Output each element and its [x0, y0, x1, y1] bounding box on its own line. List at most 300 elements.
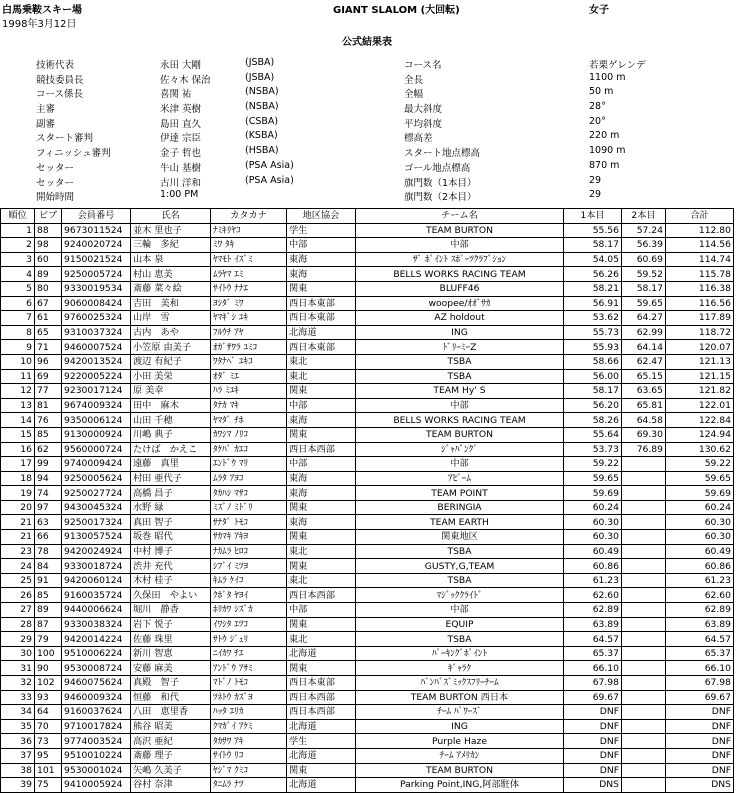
table-row — [1, 719, 734, 734]
official-role: 主審 — [36, 104, 56, 116]
course-label: 全幅 — [404, 89, 424, 101]
table-cell: 関東 — [287, 281, 356, 296]
table-cell: ﾊﾟｰｷﾝｸﾞﾎﾟｲﾝﾄ — [356, 646, 564, 661]
table-row — [1, 661, 734, 676]
table-cell — [622, 778, 666, 793]
table-cell: 9510006224 — [62, 646, 131, 661]
table-cell: 54.05 — [564, 252, 622, 267]
table-cell: ﾐｽﾞﾉ ﾐﾄﾞﾘ — [211, 500, 287, 515]
table-cell: 西日本西部 — [287, 690, 356, 705]
table-cell: TSBA — [356, 354, 564, 369]
table-cell — [622, 676, 666, 691]
course-value: 29 — [589, 189, 602, 201]
course-label: 全長 — [404, 74, 424, 86]
table-cell: 62.99 — [622, 325, 666, 340]
table-cell: 6 — [1, 296, 35, 311]
table-cell: 89 — [35, 267, 62, 282]
category-label: 女子 — [589, 5, 609, 16]
table-cell: 東北 — [287, 354, 356, 369]
table-row — [1, 398, 734, 413]
table-cell: 56.20 — [564, 398, 622, 413]
table-cell — [622, 617, 666, 632]
table-cell: 14 — [1, 413, 35, 428]
table-cell: 118.72 — [666, 325, 734, 340]
course-value: 29 — [589, 174, 602, 186]
table-cell: 102 — [35, 676, 62, 691]
table-cell: 76.89 — [622, 442, 666, 457]
table-cell: 並木 里也子 — [131, 223, 211, 238]
table-cell: ﾜﾀﾅﾍﾞ ﾕｷｺ — [211, 354, 287, 369]
table-cell — [622, 734, 666, 749]
official-role: コース係長 — [36, 89, 84, 101]
table-cell: BELLS WORKS RACING TEAM — [356, 267, 564, 282]
table-cell: 23 — [1, 544, 35, 559]
table-cell: 39 — [1, 778, 35, 793]
table-row — [1, 588, 734, 603]
table-cell: 中部 — [356, 398, 564, 413]
table-cell: 59.22 — [564, 457, 622, 472]
table-cell: ｷﾞｬﾗｸ — [356, 661, 564, 676]
table-cell: 24 — [1, 559, 35, 574]
table-cell: ﾀﾅｶ ﾏｷ — [211, 398, 287, 413]
table-body — [1, 223, 734, 792]
course-label: 標高差 — [404, 133, 433, 145]
column-header: 地区協会 — [287, 209, 356, 224]
table-cell: 75 — [35, 778, 62, 793]
table-cell: 60.86 — [564, 559, 622, 574]
results-table-container — [0, 208, 737, 793]
table-cell: 東北 — [287, 369, 356, 384]
table-row — [1, 646, 734, 661]
table-cell: 9220005224 — [62, 369, 131, 384]
table-cell: ｱﾋﾞｰﾑ — [356, 471, 564, 486]
table-row — [1, 632, 734, 647]
table-cell: 西日本東部 — [287, 296, 356, 311]
table-cell: 9160037624 — [62, 705, 131, 720]
table-cell: ﾑﾗﾀ ｱﾖｺ — [211, 471, 287, 486]
table-cell: 58.17 — [622, 281, 666, 296]
table-cell: 渡辺 有紀子 — [131, 354, 211, 369]
table-cell: 31 — [1, 661, 35, 676]
table-cell: 10 — [1, 354, 35, 369]
table-cell: 56.26 — [564, 267, 622, 282]
table-cell: 63.89 — [564, 617, 622, 632]
table-cell: 62.89 — [666, 603, 734, 618]
info-row — [0, 116, 737, 131]
table-row — [1, 325, 734, 340]
table-cell: DNF — [666, 748, 734, 763]
table-cell: 36 — [1, 734, 35, 749]
table-cell: 中部 — [287, 398, 356, 413]
table-cell: 9410005924 — [62, 778, 131, 793]
table-cell: 27 — [1, 603, 35, 618]
official-name: 金子 哲也 — [160, 148, 202, 160]
table-cell: 真殿 智子 — [131, 676, 211, 691]
table-cell: ｲﾜｼﾀ ｴﾂｺ — [211, 617, 287, 632]
table-cell: 65.15 — [622, 369, 666, 384]
table-row — [1, 676, 734, 691]
table-cell: 17 — [1, 457, 35, 472]
table-cell: ﾑﾗﾔﾏ ｴﾐ — [211, 267, 287, 282]
table-cell: 70 — [35, 719, 62, 734]
table-row — [1, 500, 734, 515]
table-cell: DNS — [666, 778, 734, 793]
table-cell: ｴﾝﾄﾞｳ ﾏﾘ — [211, 457, 287, 472]
table-cell: 9460075624 — [62, 676, 131, 691]
official-org: (NSBA) — [245, 101, 279, 113]
table-cell: ﾂﾈﾄｳ ｶｽﾞﾖ — [211, 690, 287, 705]
table-cell: 熊谷 昭美 — [131, 719, 211, 734]
table-cell: 60.24 — [666, 500, 734, 515]
table-cell: 学生 — [287, 223, 356, 238]
table-cell: AZ holdout — [356, 311, 564, 326]
table-cell: DNF — [564, 719, 622, 734]
table-cell: 64.27 — [622, 311, 666, 326]
table-cell: TEAM Hy' S — [356, 384, 564, 399]
table-cell: 関東 — [287, 661, 356, 676]
table-cell: 79 — [35, 632, 62, 647]
table-cell: 遠藤 真里 — [131, 457, 211, 472]
official-org: (PSA Asia) — [245, 159, 294, 171]
table-cell: 北海道 — [287, 748, 356, 763]
table-cell: 63 — [35, 515, 62, 530]
table-cell: 100 — [35, 646, 62, 661]
table-row — [1, 573, 734, 588]
table-cell: ﾊﾞﾝﾊﾞｽﾞﾐｯｸｽﾌﾘｰﾁｰﾑ — [356, 676, 564, 691]
table-cell: 東海 — [287, 486, 356, 501]
table-cell: ｵｶﾞｻﾜﾗ ﾕﾐｺ — [211, 340, 287, 355]
table-cell: 19 — [1, 486, 35, 501]
table-cell: 60.69 — [622, 252, 666, 267]
table-cell: 130.62 — [666, 442, 734, 457]
table-cell: 西日本西部 — [287, 442, 356, 457]
info-row — [0, 86, 737, 101]
table-cell: 59.52 — [622, 267, 666, 282]
column-header: 順位 — [1, 209, 35, 224]
course-label: 旗門数（1本目） — [404, 177, 477, 189]
table-cell: 山岸 雪 — [131, 311, 211, 326]
table-cell: 120.07 — [666, 340, 734, 355]
table-cell: 29 — [1, 632, 35, 647]
table-cell: 13 — [1, 398, 35, 413]
course-label: ゴール地点標高 — [404, 162, 471, 174]
table-row — [1, 223, 734, 238]
table-cell: 渋井 充代 — [131, 559, 211, 574]
table-cell: 60.49 — [564, 544, 622, 559]
table-cell: 9560000724 — [62, 442, 131, 457]
table-cell: 89 — [35, 603, 62, 618]
table-cell: 9420013524 — [62, 354, 131, 369]
official-role: フィニッシュ審判 — [36, 148, 111, 160]
table-cell: ING — [356, 325, 564, 340]
table-cell: 9130000924 — [62, 427, 131, 442]
table-cell: ｶﾜｼﾏ ﾉﾘｺ — [211, 427, 287, 442]
table-cell: 9420014224 — [62, 632, 131, 647]
table-row — [1, 252, 734, 267]
info-row — [0, 101, 737, 116]
table-cell: 関東 — [287, 384, 356, 399]
table-cell — [622, 661, 666, 676]
table-cell: 63.65 — [622, 384, 666, 399]
table-cell: 東海 — [287, 413, 356, 428]
table-cell: 18 — [1, 471, 35, 486]
table-cell: 64.57 — [666, 632, 734, 647]
table-cell — [622, 457, 666, 472]
table-row — [1, 369, 734, 384]
official-name: 永田 大剛 — [160, 60, 202, 71]
table-cell — [622, 690, 666, 705]
table-row — [1, 267, 734, 282]
table-cell: 東北 — [287, 632, 356, 647]
table-cell: 9440006624 — [62, 603, 131, 618]
official-name: 1:00 PM — [160, 189, 199, 201]
table-cell — [622, 559, 666, 574]
table-cell: 101 — [35, 763, 62, 778]
column-header: チーム名 — [356, 209, 564, 224]
table-cell: 67.98 — [564, 676, 622, 691]
table-cell: 65 — [35, 325, 62, 340]
table-row — [1, 559, 734, 574]
course-label: スタート地点標高 — [404, 148, 481, 160]
course-label: 旗門数（2本目） — [404, 192, 477, 204]
table-cell: 64.58 — [622, 413, 666, 428]
table-cell: 村田 亜代子 — [131, 471, 211, 486]
table-cell: TSBA — [356, 369, 564, 384]
table-cell: 58.26 — [564, 413, 622, 428]
table-cell: 水野 緑 — [131, 500, 211, 515]
table-cell: 川嶋 典子 — [131, 427, 211, 442]
table-cell — [622, 632, 666, 647]
table-cell: 121.82 — [666, 384, 734, 399]
table-cell: 78 — [35, 544, 62, 559]
table-cell: ﾊｯﾀ ｴﾘｶ — [211, 705, 287, 720]
table-cell: 1 — [1, 223, 35, 238]
course-value: 若栗ゲレンデ — [589, 60, 646, 71]
table-cell: TEAM BURTON 西日本 — [356, 690, 564, 705]
table-cell: 中村 博子 — [131, 544, 211, 559]
table-cell: ﾔﾏﾀﾞ ﾁﾎ — [211, 413, 287, 428]
table-row — [1, 442, 734, 457]
table-cell: 122.84 — [666, 413, 734, 428]
table-row — [1, 413, 734, 428]
table-cell: 76 — [35, 413, 62, 428]
table-cell: 東北 — [287, 544, 356, 559]
column-header: 2本目 — [622, 209, 666, 224]
table-cell: 55.56 — [564, 223, 622, 238]
table-cell: 56.91 — [564, 296, 622, 311]
info-row — [0, 130, 737, 145]
table-cell: 60 — [35, 252, 62, 267]
table-cell: ﾏｼﾞｯｸｸﾗｲﾄﾞ — [356, 588, 564, 603]
table-cell: 中部 — [287, 603, 356, 618]
table-cell: TSBA — [356, 544, 564, 559]
table-cell: TEAM EARTH — [356, 515, 564, 530]
table-cell: 矢嶋 久美子 — [131, 763, 211, 778]
table-cell: ﾔｼﾞﾏ ｸﾐｺ — [211, 763, 287, 778]
table-cell: 59.69 — [564, 486, 622, 501]
table-cell: 北海道 — [287, 646, 356, 661]
table-cell: 53.62 — [564, 311, 622, 326]
table-cell: 9060008424 — [62, 296, 131, 311]
table-cell: ﾀﾆﾑﾗ ﾅﾂ — [211, 778, 287, 793]
table-cell: 東海 — [287, 267, 356, 282]
table-cell: 20 — [1, 500, 35, 515]
table-cell: ﾆｲｶﾜ ﾁｴ — [211, 646, 287, 661]
table-cell — [622, 646, 666, 661]
table-cell: 73 — [35, 734, 62, 749]
table-cell: 9160035724 — [62, 588, 131, 603]
table-cell: 9150021524 — [62, 252, 131, 267]
official-org: (CSBA) — [245, 115, 279, 127]
table-cell: ｸﾎﾞﾀ ﾔﾖｲ — [211, 588, 287, 603]
table-row — [1, 457, 734, 472]
table-cell: 中部 — [287, 238, 356, 253]
table-cell: 谷村 奈津 — [131, 778, 211, 793]
table-cell: DNF — [666, 734, 734, 749]
table-cell: ﾀｶｻﾜ ｱｷ — [211, 734, 287, 749]
table-cell: ﾔﾏﾓﾄ ｲｽﾞﾐ — [211, 252, 287, 267]
table-row — [1, 617, 734, 632]
table-cell: 115.78 — [666, 267, 734, 282]
table-cell — [622, 544, 666, 559]
official-role: 競技委員長 — [36, 74, 84, 86]
table-row — [1, 778, 734, 793]
table-cell: 62.60 — [666, 588, 734, 603]
table-cell: 98 — [35, 238, 62, 253]
table-cell: 9350006124 — [62, 413, 131, 428]
course-label: コース名 — [404, 60, 442, 71]
table-cell: 21 — [1, 530, 35, 545]
table-cell: 121.13 — [666, 354, 734, 369]
table-cell: ｻﾅﾀﾞ ﾄﾓｺ — [211, 515, 287, 530]
table-cell: たけば かえこ — [131, 442, 211, 457]
table-cell: 85 — [35, 427, 62, 442]
table-cell: 9420024924 — [62, 544, 131, 559]
table-cell: 9250005724 — [62, 267, 131, 282]
table-cell: 岩下 悦子 — [131, 617, 211, 632]
table-cell: 35 — [1, 719, 35, 734]
table-cell: 中部 — [356, 238, 564, 253]
table-row — [1, 515, 734, 530]
table-cell: 村山 恵美 — [131, 267, 211, 282]
table-cell: 63.89 — [666, 617, 734, 632]
table-cell: 安藤 麻美 — [131, 661, 211, 676]
table-cell: 91 — [35, 573, 62, 588]
table-cell: 60.30 — [564, 530, 622, 545]
official-name: 喜関 祐 — [160, 89, 192, 101]
official-org: (JSBA) — [245, 57, 275, 68]
table-cell: 9774003524 — [62, 734, 131, 749]
table-cell: 62 — [35, 442, 62, 457]
course-value: 870 m — [589, 159, 620, 171]
table-cell: ｼﾌﾞｲ ﾐﾂﾖ — [211, 559, 287, 574]
table-cell: 65.37 — [666, 646, 734, 661]
info-row — [0, 160, 737, 175]
table-cell: BLUFF46 — [356, 281, 564, 296]
table-cell: 9310037324 — [62, 325, 131, 340]
table-cell — [622, 486, 666, 501]
course-label: 平均斜度 — [404, 118, 443, 130]
table-cell: ﾖｼﾀﾞ ﾐﾜ — [211, 296, 287, 311]
table-cell: ﾁｰﾑ ｱﾒﾘｶﾝ — [356, 748, 564, 763]
table-cell: 9674009324 — [62, 398, 131, 413]
table-cell: 12 — [1, 384, 35, 399]
table-cell: 9530008724 — [62, 661, 131, 676]
table-cell: ｻｶﾏｷ ｱｷﾖ — [211, 530, 287, 545]
table-cell: 中部 — [356, 457, 564, 472]
table-cell: 9510010224 — [62, 748, 131, 763]
table-cell: 87 — [35, 617, 62, 632]
table-cell: ｵﾀﾞ ﾐｴ — [211, 369, 287, 384]
table-cell: ﾄﾞﾘｰﾐｰZ — [356, 340, 564, 355]
table-cell — [622, 705, 666, 720]
venue-name: 白馬乗鞍スキー場 — [2, 5, 82, 16]
table-cell: 65.37 — [564, 646, 622, 661]
info-row — [0, 145, 737, 160]
table-cell: 84 — [35, 559, 62, 574]
table-cell: 61.23 — [564, 573, 622, 588]
table-cell: 60.30 — [564, 515, 622, 530]
official-role: 開始時間 — [36, 192, 75, 204]
table-cell: 62.60 — [564, 588, 622, 603]
table-cell: 5 — [1, 281, 35, 296]
table-cell: 9530001024 — [62, 763, 131, 778]
table-cell: 90 — [35, 661, 62, 676]
table-cell: 56.39 — [622, 238, 666, 253]
table-row — [1, 384, 734, 399]
table-row — [1, 296, 734, 311]
table-cell: 59.65 — [666, 471, 734, 486]
table-cell: ﾀｹﾊﾞ ｶｴｺ — [211, 442, 287, 457]
table-cell: 28 — [1, 617, 35, 632]
table-cell: woopee/ｵｵﾞｻｶ — [356, 296, 564, 311]
table-cell: 55.64 — [564, 427, 622, 442]
course-label: 最大斜度 — [404, 104, 443, 116]
table-cell: 80 — [35, 281, 62, 296]
table-cell: 三輪 多紀 — [131, 238, 211, 253]
table-cell: TEAM BURTON — [356, 763, 564, 778]
table-cell: 121.15 — [666, 369, 734, 384]
table-cell — [622, 530, 666, 545]
table-cell: 32 — [1, 676, 35, 691]
table-cell: 久保田 やよい — [131, 588, 211, 603]
table-cell: 30 — [1, 646, 35, 661]
table-cell: 67.98 — [666, 676, 734, 691]
table-cell — [622, 719, 666, 734]
table-cell: 4 — [1, 267, 35, 282]
table-cell: 9330038324 — [62, 617, 131, 632]
column-header: 会員番号 — [62, 209, 131, 224]
course-value: 220 m — [589, 130, 620, 142]
table-cell: 60.30 — [666, 515, 734, 530]
course-value: 28° — [589, 101, 606, 113]
table-cell: 11 — [1, 369, 35, 384]
table-cell: 64 — [35, 705, 62, 720]
table-cell: 112.80 — [666, 223, 734, 238]
table-row — [1, 690, 734, 705]
table-cell: DNF — [666, 763, 734, 778]
table-cell: 71 — [35, 340, 62, 355]
table-cell: TSBA — [356, 573, 564, 588]
results-table — [0, 208, 734, 793]
table-cell: 69 — [35, 369, 62, 384]
table-cell: 木村 桂子 — [131, 573, 211, 588]
table-cell: 斎藤 理子 — [131, 748, 211, 763]
table-cell: ｻﾄｳ ｼﾞｭﾘ — [211, 632, 287, 647]
info-row — [0, 57, 737, 72]
table-cell: 田中 麻木 — [131, 398, 211, 413]
official-org: (HSBA) — [245, 145, 279, 157]
